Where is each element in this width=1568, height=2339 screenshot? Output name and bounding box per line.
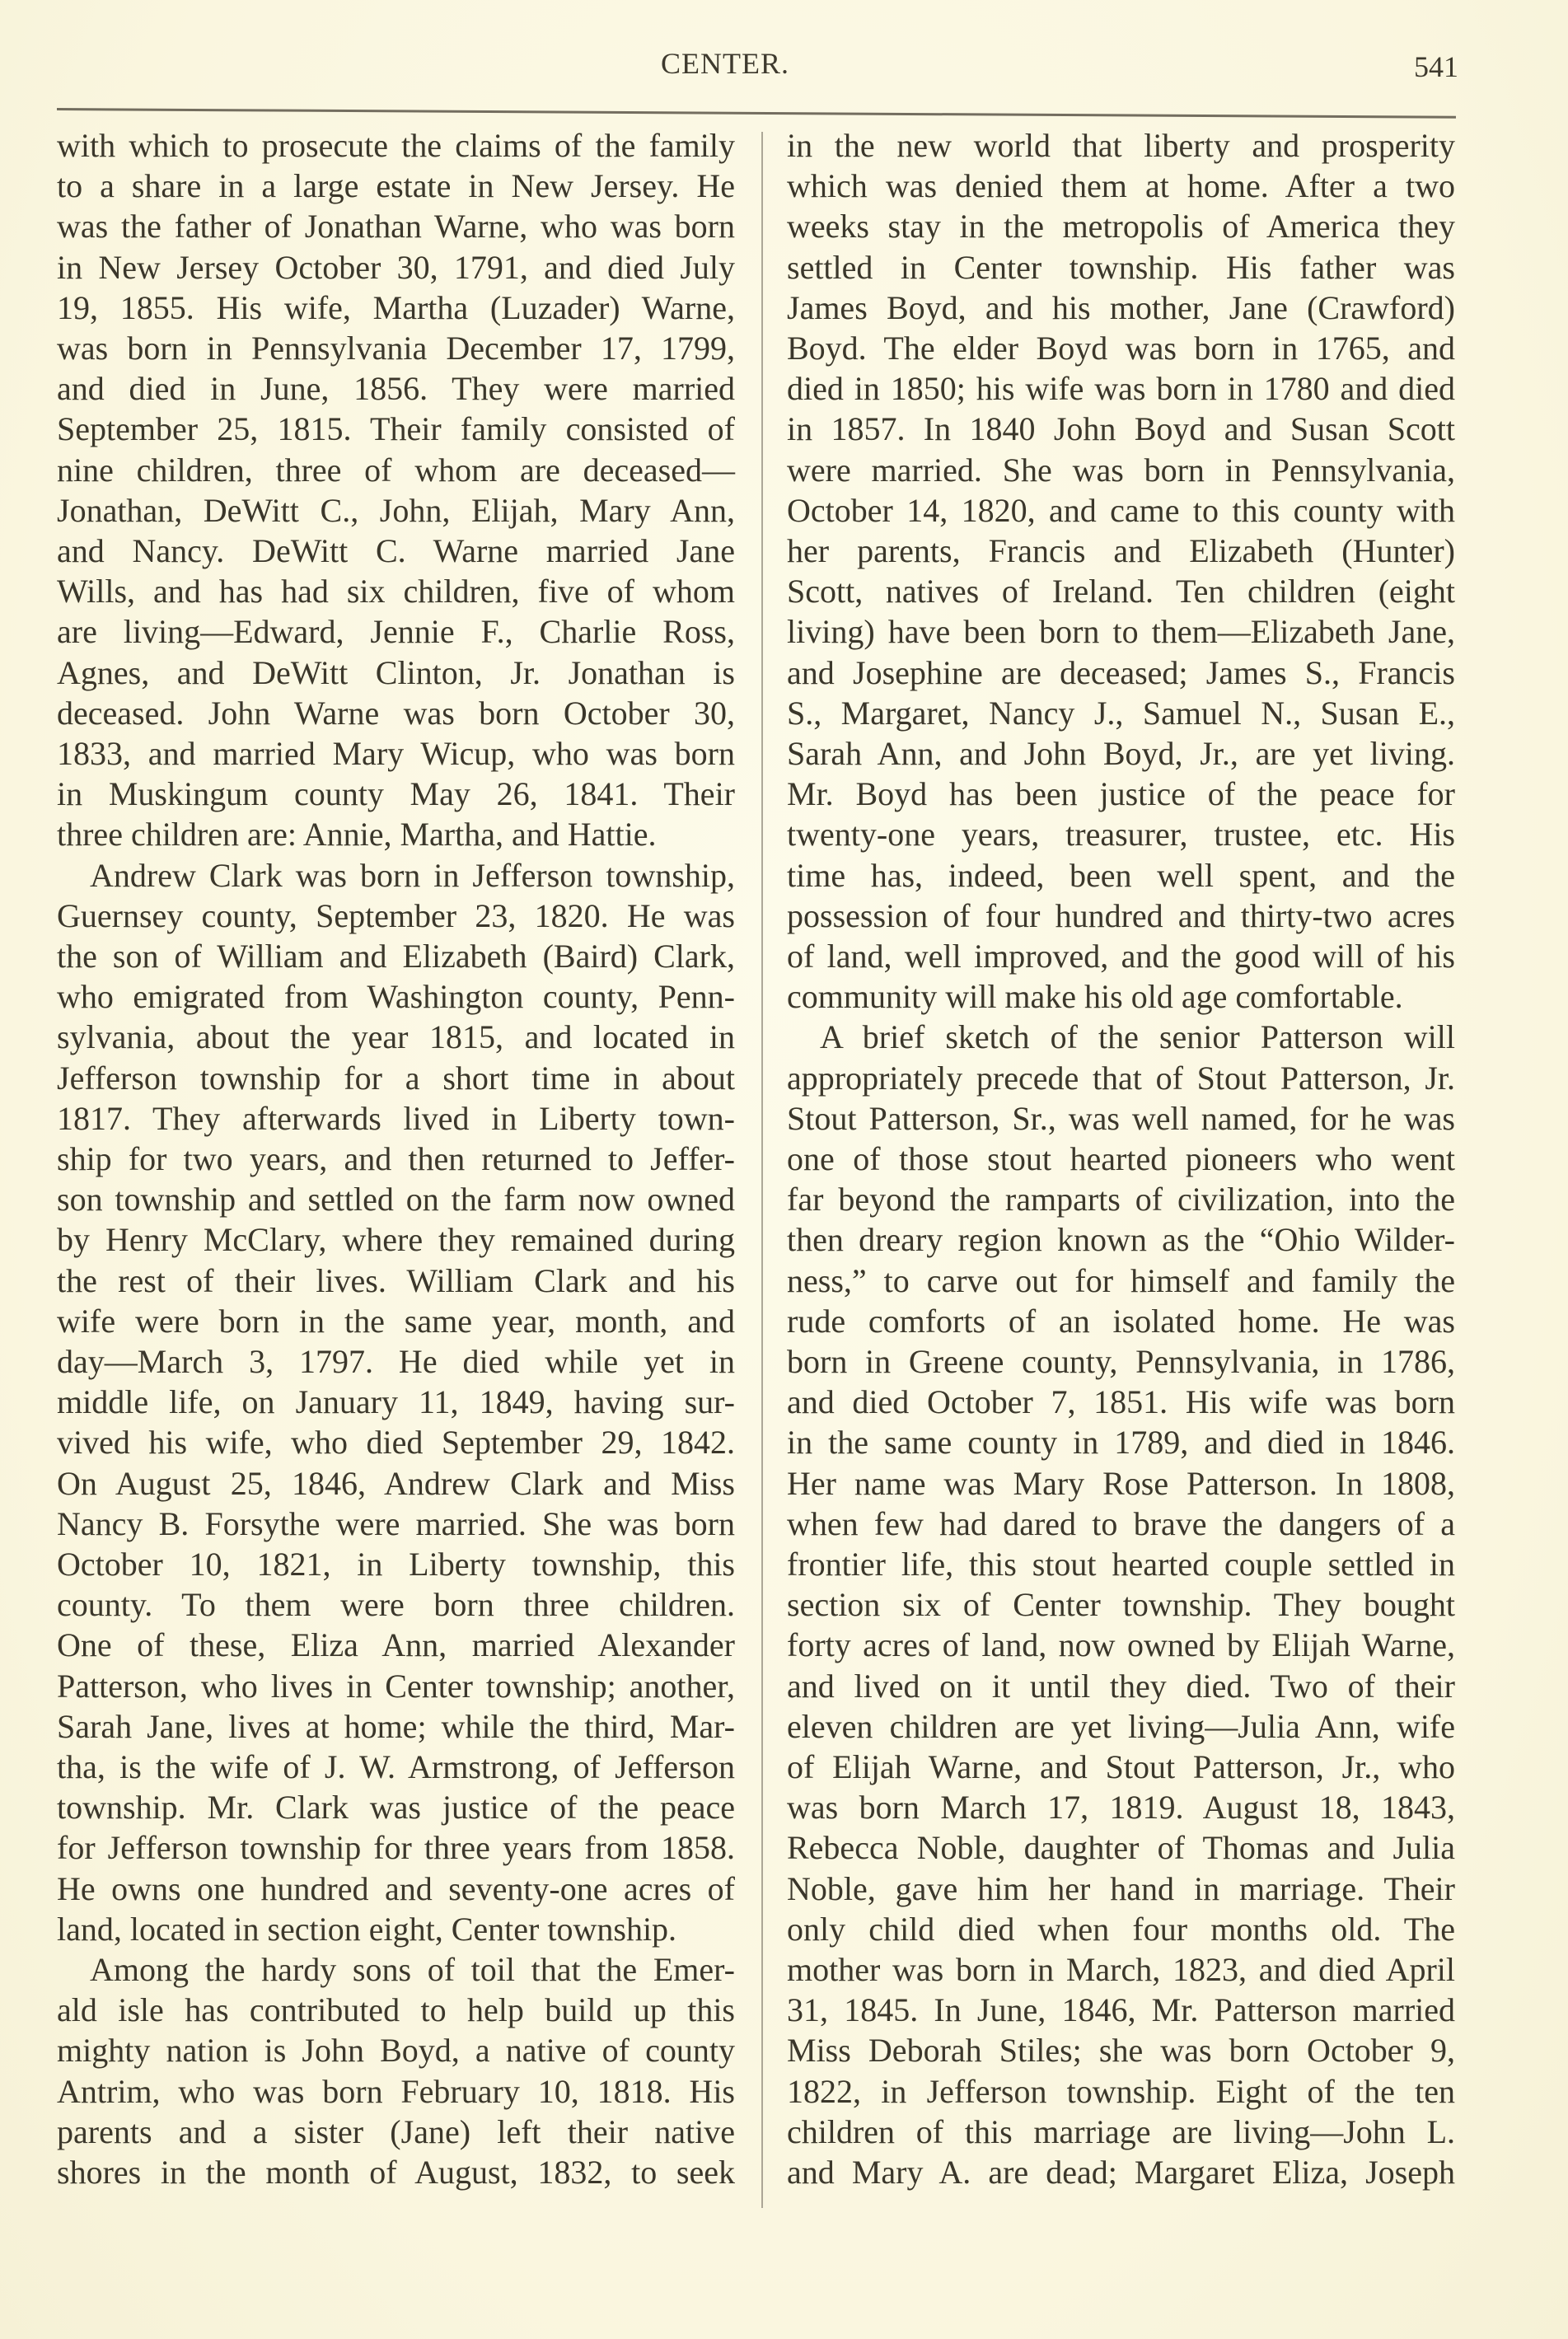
text-line: vived his wife, who died September 29, 1842.	[57, 1424, 735, 1462]
text-line: October 14, 1820, and came to this county with	[787, 491, 1455, 529]
text-line: was born in Pennsylvania December 17, 1799,	[57, 330, 735, 367]
text-line: died in 1850; his wife was born in 1780 and died	[787, 370, 1455, 408]
text-line: possession of four hundred and thirty-two acres	[787, 896, 1455, 934]
text-line: frontier life, this stout hearted couple settled in	[787, 1546, 1455, 1583]
text-line: day—March 3, 1797. He died while yet in	[57, 1343, 735, 1380]
text-line: the rest of their lives. William Clark and his	[57, 1261, 735, 1299]
text-line: mother was born in March, 1823, and died April	[787, 1951, 1455, 1988]
text-line: appropriately precede that of Stout Patterson, Jr.	[787, 1059, 1455, 1097]
page-title: CENTER.	[661, 47, 789, 80]
running-head	[0, 41, 1568, 91]
text-line: wife were born in the same year, month, and	[57, 1302, 735, 1340]
text-line: Scott, natives of Ireland. Ten children (eight	[787, 573, 1455, 610]
text-line: Agnes, and DeWitt Clinton, Jr. Jonathan is	[57, 653, 735, 691]
text-line: middle life, on January 11, 1849, having sur-	[57, 1383, 735, 1421]
text-line: Mr. Boyd has been justice of the peace for	[787, 775, 1455, 813]
text-line: one of those stout hearted pioneers who went	[787, 1140, 1455, 1177]
text-line: parents and a sister (Jane) left their native	[57, 2112, 735, 2150]
text-line: by Henry McClary, where they remained during	[57, 1221, 735, 1259]
text-line: children of this marriage are living—John L.	[787, 2112, 1455, 2150]
text-line: only child died when four months old. The	[787, 1910, 1455, 1948]
text-line: Miss Deborah Stiles; she was born October 9,	[787, 2032, 1455, 2070]
text-line: Boyd. The elder Boyd was born in 1765, and	[787, 330, 1455, 367]
text-line: 1833, and married Mary Wicup, who was born	[57, 735, 735, 772]
text-line: and Josephine are deceased; James S., Francis	[787, 653, 1455, 691]
text-line: Antrim, who was born February 10, 1818. His	[57, 2072, 735, 2110]
text-line: sylvania, about the year 1815, and located in	[57, 1018, 735, 1056]
text-line: were married. She was born in Pennsylvania,	[787, 451, 1455, 489]
text-line: community will make his old age comfortable.	[787, 978, 1403, 1016]
text-line: Stout Patterson, Sr., was well named, for he was	[787, 1099, 1455, 1137]
text-line: section six of Center township. They bought	[787, 1586, 1455, 1624]
text-line: time has, indeed, been well spent, and the	[787, 856, 1455, 894]
text-line: Rebecca Noble, daughter of Thomas and Julia	[787, 1829, 1455, 1867]
text-line: born in Greene county, Pennsylvania, in 1786,	[787, 1343, 1455, 1380]
text-line: 1822, in Jefferson township. Eight of the ten	[787, 2072, 1455, 2110]
text-line: her parents, Francis and Elizabeth (Hunter)	[787, 532, 1455, 569]
text-line: county. To them were born three children.	[57, 1586, 735, 1624]
text-line: of Elijah Warne, and Stout Patterson, Jr., who	[787, 1748, 1455, 1785]
text-line: S., Margaret, Nancy J., Samuel N., Susan E.,	[787, 694, 1455, 732]
text-line: in 1857. In 1840 John Boyd and Susan Scott	[787, 410, 1455, 448]
text-line: in New Jersey October 30, 1791, and died July	[57, 248, 735, 286]
text-line: One of these, Eliza Ann, married Alexander	[57, 1626, 735, 1664]
text-line: Wills, and has had six children, five of whom	[57, 573, 735, 610]
text-line: was born March 17, 1819. August 18, 1843,	[787, 1789, 1455, 1827]
text-line: Her name was Mary Rose Patterson. In 1808,	[787, 1464, 1455, 1502]
text-line: which was denied them at home. After a two	[787, 167, 1455, 205]
text-line: forty acres of land, now owned by Elijah Warne,	[787, 1626, 1455, 1664]
text-line: in Muskingum county May 26, 1841. Their	[57, 775, 735, 813]
text-line: James Boyd, and his mother, Jane (Crawford)	[787, 288, 1455, 326]
text-line: Sarah Ann, and John Boyd, Jr., are yet living.	[787, 735, 1455, 772]
text-line: and lived on it until they died. Two of their	[787, 1667, 1455, 1705]
text-line: 31, 1845. In June, 1846, Mr. Patterson married	[787, 1991, 1455, 2029]
text-line: settled in Center township. His father was	[787, 248, 1455, 286]
text-line: was the father of Jonathan Warne, who was born	[57, 208, 735, 246]
text-line: when few had dared to brave the dangers of a	[787, 1504, 1455, 1542]
text-line: Jefferson township for a short time in about	[57, 1059, 735, 1097]
column-divider	[761, 132, 763, 2208]
text-line: weeks stay in the metropolis of America they	[787, 208, 1455, 246]
text-line: to a share in a large estate in New Jersey. He	[57, 167, 735, 205]
text-line: twenty-one years, treasurer, trustee, etc. His	[787, 816, 1455, 854]
text-line: Noble, gave him her hand in marriage. Their	[787, 1869, 1455, 1907]
text-line: September 25, 1815. Their family consisted of	[57, 410, 735, 448]
page-number: 541	[1414, 50, 1458, 83]
text-line: eleven children are yet living—Julia Ann, wife	[787, 1707, 1455, 1745]
text-line: then dreary region known as the “Ohio Wilder-	[787, 1221, 1455, 1259]
text-line: and Nancy. DeWitt C. Warne married Jane	[57, 532, 735, 569]
text-line: ald isle has contributed to help build up this	[57, 1991, 735, 2029]
text-line: ness,” to carve out for himself and family the	[787, 1261, 1455, 1299]
text-line: far beyond the ramparts of civilization, into the	[787, 1181, 1455, 1219]
text-line: living) have been born to them—Elizabeth Jane,	[787, 613, 1455, 651]
text-line: tha, is the wife of J. W. Armstrong, of Jefferson	[57, 1748, 735, 1785]
text-line: three children are: Annie, Martha, and Hattie.	[57, 816, 657, 854]
text-line: 1817. They afterwards lived in Liberty town-	[57, 1099, 735, 1137]
text-line: deceased. John Warne was born October 30,	[57, 694, 735, 732]
text-line: Sarah Jane, lives at home; while the third, Mar-	[57, 1707, 735, 1745]
text-line: son township and settled on the farm now owned	[57, 1181, 735, 1219]
text-line: and died in June, 1856. They were married	[57, 370, 735, 408]
text-line: Guernsey county, September 23, 1820. He was	[57, 896, 735, 934]
text-line: ship for two years, and then returned to Jeffer-	[57, 1140, 735, 1177]
text-line: October 10, 1821, in Liberty township, this	[57, 1546, 735, 1583]
text-line: of land, well improved, and the good will of his	[787, 938, 1455, 975]
text-line: rude comforts of an isolated home. He was	[787, 1302, 1455, 1340]
text-line: for Jefferson township for three years from 1858.	[57, 1829, 735, 1867]
text-line: mighty nation is John Boyd, a native of county	[57, 2032, 735, 2070]
text-line: He owns one hundred and seventy-one acres of	[57, 1869, 735, 1907]
text-line: the son of William and Elizabeth (Baird) Clark,	[57, 938, 735, 975]
text-line: Among the hardy sons of toil that the Emer-	[90, 1951, 735, 1988]
text-line: and died October 7, 1851. His wife was born	[787, 1383, 1455, 1421]
text-line: shores in the month of August, 1832, to seek	[57, 2154, 735, 2191]
text-line: with which to prosecute the claims of the family	[57, 127, 735, 164]
text-line: A brief sketch of the senior Patterson will	[820, 1018, 1455, 1056]
text-line: township. Mr. Clark was justice of the peace	[57, 1789, 735, 1827]
text-line: On August 25, 1846, Andrew Clark and Miss	[57, 1464, 735, 1502]
text-line: nine children, three of whom are deceased—	[57, 451, 735, 489]
text-line: Jonathan, DeWitt C., John, Elijah, Mary Ann,	[57, 491, 735, 529]
text-line: and Mary A. are dead; Margaret Eliza, Joseph	[787, 2154, 1455, 2191]
text-line: 19, 1855. His wife, Martha (Luzader) Warne,	[57, 288, 735, 326]
header-rule	[57, 108, 1456, 119]
text-line: Andrew Clark was born in Jefferson township,	[90, 856, 735, 894]
text-line: in the new world that liberty and prosperity	[787, 127, 1455, 164]
text-line: in the same county in 1789, and died in 1846.	[787, 1424, 1455, 1462]
text-line: Patterson, who lives in Center township; another,	[57, 1667, 735, 1705]
text-line: are living—Edward, Jennie F., Charlie Ross,	[57, 613, 735, 651]
text-line: Nancy B. Forsythe were married. She was born	[57, 1504, 735, 1542]
text-line: land, located in section eight, Center township.	[57, 1910, 677, 1948]
text-line: who emigrated from Washington county, Penn-	[57, 978, 735, 1016]
